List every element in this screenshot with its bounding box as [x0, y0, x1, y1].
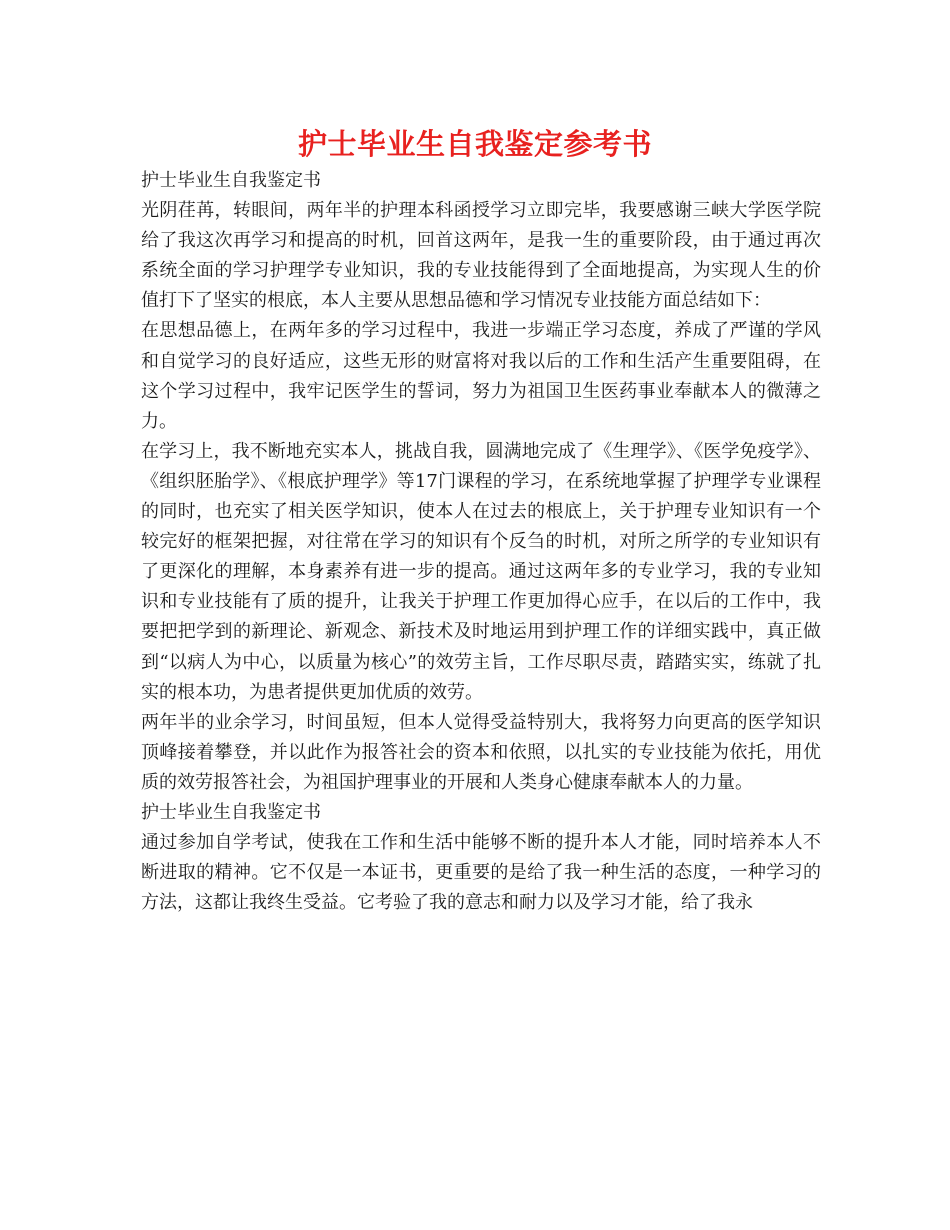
body-paragraph: 通过参加自学考试，使我在工作和生活中能够不断的提升本人才能，同时培养本人不断进取的精神。它不仅是一本证书，更重要的是给了我一种生活的态度，一种学习的方法，这都让我终生受益。它考验了我的意志和耐力以及学习才能，给了我永 — [141, 832, 821, 914]
section-heading: 护士毕业生自我鉴定书 — [141, 170, 321, 191]
body-paragraph: 在学习上，我不断地充实本人，挑战自我，圆满地完成了《生理学》、《医学免疫学》、《组织胚胎学》、《根底护理学》等17门课程的学习，在系统地掌握了护理学专业课程的同时，也充实了相关医学知识，使本人在过去的根底上，关于护理专业知识有一个较完好的框架把握，对往常在学习的知识有个反刍的时机，对所之所学的专业知识有了更深化的理解，本身素养有进一步的提高。通过这两年多的专业学习，我的专业知识和专业技能有了质的提升，让我关于护理工作更加得心应手，在以后的工作中，我要把把学到的新理论、新观念、新技术及时地运用到护理工作的详细实践中，真正做到“以病人为中心，以质量为核心”的效劳主旨，工作尽职尽责，踏踏实实，练就了扎实的根本功，为患者提供更加优质的效劳。 — [141, 440, 821, 703]
document-body — [141, 166, 821, 918]
section-heading: 护士毕业生自我鉴定书 — [141, 801, 321, 823]
body-paragraph: 光阴荏苒，转眼间，两年半的护理本科函授学习立即完毕，我要感谢三峡大学医学院给了我这次再学习和提高的时机，回首这两年，是我一生的重要阶段，由于通过再次系统全面的学习护理学专业知识，我的专业技能得到了全面地提高，为实现人生的价值打下了坚实的根底，本人主要从思想品德和学习情况专业技能方面总结如下： — [141, 200, 821, 312]
body-paragraph: 两年半的业余学习，时间虽短，但本人觉得受益特别大，我将努力向更高的医学知识顶峰接着攀登，并以此作为报答社会的资本和依照，以扎实的专业技能为依托，用优质的效劳报答社会，为祖国护理事业的开展和人类身心健康奉献本人的力量。 — [141, 711, 821, 793]
body-paragraph: 在思想品德上，在两年多的学习过程中，我进一步端正学习态度，养成了严谨的学风和自觉学习的良好适应，这些无形的财富将对我以后的工作和生活产生重要阻碍，在这个学习过程中，我牢记医学生的誓词，努力为祖国卫生医药事业奉献本人的微薄之力。 — [141, 320, 821, 432]
document-title: 护士毕业生自我鉴定参考书 — [297, 127, 652, 161]
